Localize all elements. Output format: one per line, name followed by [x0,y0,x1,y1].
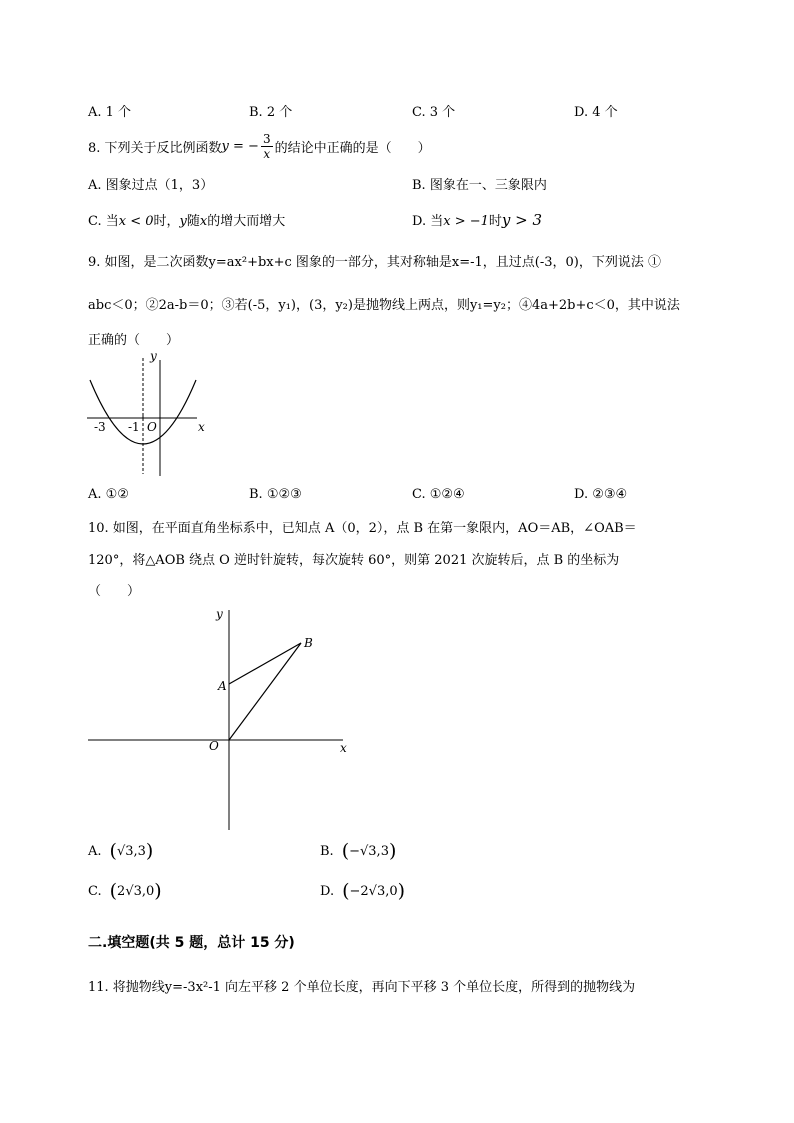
q10-option-d-label: D. [320,883,335,899]
q10-option-a-label: A. [88,843,102,859]
q8-option-c-cond: x < 0 [118,214,154,229]
q8-option-d [412,210,542,229]
q10-point-b-label: B [304,636,313,650]
q9-option-c: C. ①②④ [412,487,465,502]
q8-option-d-cond: x > −1 [443,214,489,229]
q10-stem-line3: （ ） [88,584,141,599]
q10-option-b-paren-left: ( [341,840,350,862]
section-title: 二.填空题(共 5 题，总计 15 分) [88,935,295,951]
q10-option-b-paren-right: ) [388,840,397,862]
q8-stem-prefix: 8. 下列关于反比例函数 [88,140,222,156]
q10-option-a-value: √3,3 [116,843,146,859]
q10-option-a [88,841,153,861]
q8-stem-suffix: 的结论中正确的是（ ） [274,140,431,156]
q9-tick-label-minus1: -1 [128,420,140,434]
q7-option-b: B. 2 个 [249,105,293,120]
q8-option-c-text-4: 的增大而增大 [207,214,286,229]
q8-option-a: A. 图象过点（1，3） [88,178,214,193]
q10-origin-label: O [209,739,219,753]
q10-option-b-label: B. [320,843,334,859]
q9-origin-label: O [147,420,157,434]
q8-option-d-text-2: 时 [488,214,502,229]
q10-point-a-label: A [218,679,227,693]
q11-stem: 11. 将抛物线y=-3x²-1 向左平移 2 个单位长度，再向下平移 3 个单位长度，所得到的抛物线为 [88,980,636,995]
q10-option-b-value: −√3,3 [349,843,389,859]
q7-option-d: D. 4 个 [574,105,618,120]
q10-option-a-paren-left: ( [109,840,117,862]
q8-func-lhs: y = − [221,138,259,154]
q9-option-d: D. ②③④ [574,487,628,502]
q8-option-c-var-x: x [199,214,208,229]
q9-tick-label-minus3: -3 [94,420,106,434]
q8-option-c-text-2: 时， [153,214,180,229]
q9-stem-line1: 9. 如图，是二次函数y=ax²+bx+c 图象的一部分，其对称轴是x=-1，且过点(-3，0)，下列说法 ① [88,255,662,270]
q7-option-c: C. 3 个 [412,105,456,120]
q8-frac-denominator: x [263,146,271,161]
q10-option-d-paren-right: ) [397,880,406,902]
q8-option-c-text-1: C. 当 [88,214,119,229]
q9-parabola-graph [85,348,215,480]
q8-option-b: B. 图象在一、三象限内 [412,178,547,193]
q8-option-d-result: y > 3 [501,211,543,229]
q10-rotation-graph [85,600,355,832]
q10-option-c-paren-right: ) [154,880,162,902]
q8-fraction [261,132,273,161]
q8-option-c-var-y: y [179,214,187,229]
q8-option-d-text-1: D. 当 [412,214,444,229]
q10-segment-ab [229,643,301,684]
q10-option-c-paren-left: ( [109,880,118,902]
q9-stem-line3: 正确的（ ） [88,333,180,348]
q10-option-d [320,881,405,901]
q10-option-c [88,881,162,901]
q8-option-c [88,210,285,229]
q10-stem-line2: 120°，将△AOB 绕点 O 逆时针旋转，每次旋转 60°，则第 2021 次旋转后，点 B 的坐标为 [88,553,620,568]
q8-option-c-text-3: 随 [186,214,200,229]
q9-stem-line2: abc＜0；②2a-b＝0；③若(-5，y₁)，(3，y₂)是抛物线上两点，则y₁=y₂；④4a+2b+c＜0，其中说法 [88,298,680,313]
q10-segment-ob [229,643,301,740]
q10-option-b [320,841,396,861]
q10-option-d-value: −2√3,0 [349,883,398,899]
q10-option-c-label: C. [88,883,102,899]
q10-y-label: y [216,607,223,621]
q9-x-label: x [198,420,205,434]
q9-y-label: y [150,349,157,363]
q10-option-a-paren-right: ) [145,840,154,862]
q10-option-d-paren-left: ( [342,880,350,902]
q8-frac-numerator: 3 [262,131,271,146]
q10-stem-line1: 10. 如图，在平面直角坐标系中，已知点 A（0，2），点 B 在第一象限内，AO＝AB，∠OAB＝ [88,521,637,536]
q9-option-a: A. ①② [88,487,129,502]
q8-stem [88,128,431,164]
q10-x-label: x [340,741,347,755]
q7-option-a: A. 1 个 [88,105,132,120]
q9-option-b: B. ①②③ [249,487,302,502]
q10-option-c-value: 2√3,0 [117,883,155,899]
